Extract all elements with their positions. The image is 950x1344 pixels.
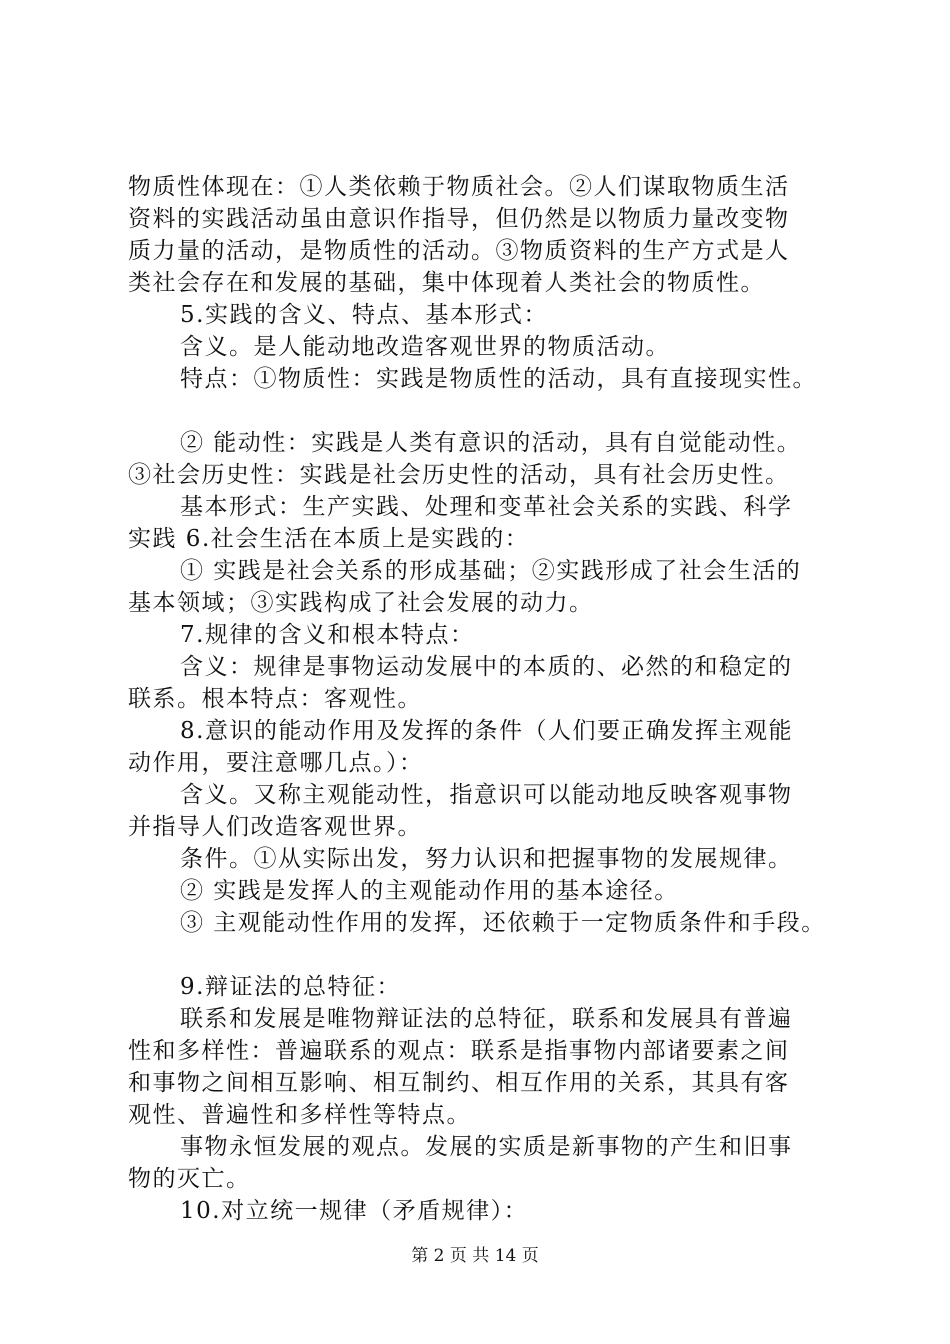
section-heading-9: 9.辩证法的总特征： [180,974,401,1000]
text-line: 动作用，要注意哪几点。）： [128,750,424,776]
text-line: ③社会历史性：实践是社会历史性的活动，具有社会历史性。 [128,462,790,488]
section-heading-6: 实践 6.社会生活在本质上是实践的： [128,526,530,552]
blank-line [128,939,838,971]
text-line: 物的灭亡。 [128,1166,251,1192]
text-line: ② 能动性：实践是人类有意识的活动，具有自觉能动性。 [180,430,802,456]
text-line: 性和多样性：普遍联系的观点：联系是指事物内部诸要素之间 [128,1038,790,1064]
section-heading-8: 8.意识的能动作用及发挥的条件（人们要正确发挥主观能 [180,718,793,744]
text-line: 质力量的活动，是物质性的活动。③物质资料的生产方式是人 [128,238,790,264]
text-line: 特点：①物质性：实践是物质性的活动，具有直接现实性。 [180,366,817,392]
section-heading-7: 7.规律的含义和根本特点： [180,622,475,648]
text-line: 物质性体现在：①人类依赖于物质社会。②人们谋取物质生活 [128,174,790,200]
text-line: 并指导人们改造客观世界。 [128,814,422,840]
text-line: 资料的实践活动虽由意识作指导，但仍然是以物质力量改变物 [128,206,790,232]
section-heading-5: 5.实践的含义、特点、基本形式： [180,302,548,328]
text-line: 条件。①从实际出发，努力认识和把握事物的发展规律。 [180,846,793,872]
text-line: 含义。是人能动地改造客观世界的物质活动。 [180,334,670,360]
text-line: 基本领域；③实践构成了社会发展的动力。 [128,590,594,616]
text-line: 类社会存在和发展的基础，集中体现着人类社会的物质性。 [128,270,765,296]
text-line: 观性、普遍性和多样性等特点。 [128,1102,471,1128]
text-line: ② 实践是发挥人的主观能动作用的基本途径。 [180,878,679,904]
text-line: 和事物之间相互影响、相互制约、相互作用的关系，其具有客 [128,1070,790,1096]
text-line: 联系。根本特点：客观性。 [128,686,422,712]
body-text [128,171,838,1227]
text-line: 含义：规律是事物运动发展中的本质的、必然的和稳定的 [180,654,793,680]
text-line: 含义。又称主观能动性，指意识可以能动地反映客观事物 [180,782,793,808]
text-line: ③ 主观能动性作用的发挥，还依赖于一定物质条件和手段。 [180,910,826,936]
text-line: 联系和发展是唯物辩证法的总特征，联系和发展具有普遍 [180,1006,793,1032]
blank-line [128,395,838,427]
text-line: 事物永恒发展的观点。发展的实质是新事物的产生和旧事 [180,1134,793,1160]
text-line: ① 实践是社会关系的形成基础；②实践形成了社会生活的 [180,558,802,584]
text-line: 基本形式：生产实践、处理和变革社会关系的实践、科学 [180,494,793,520]
section-heading-10: 10.对立统一规律（矛盾规律）： [180,1198,529,1224]
page-footer: 第 2 页 共 14 页 [411,1246,539,1266]
